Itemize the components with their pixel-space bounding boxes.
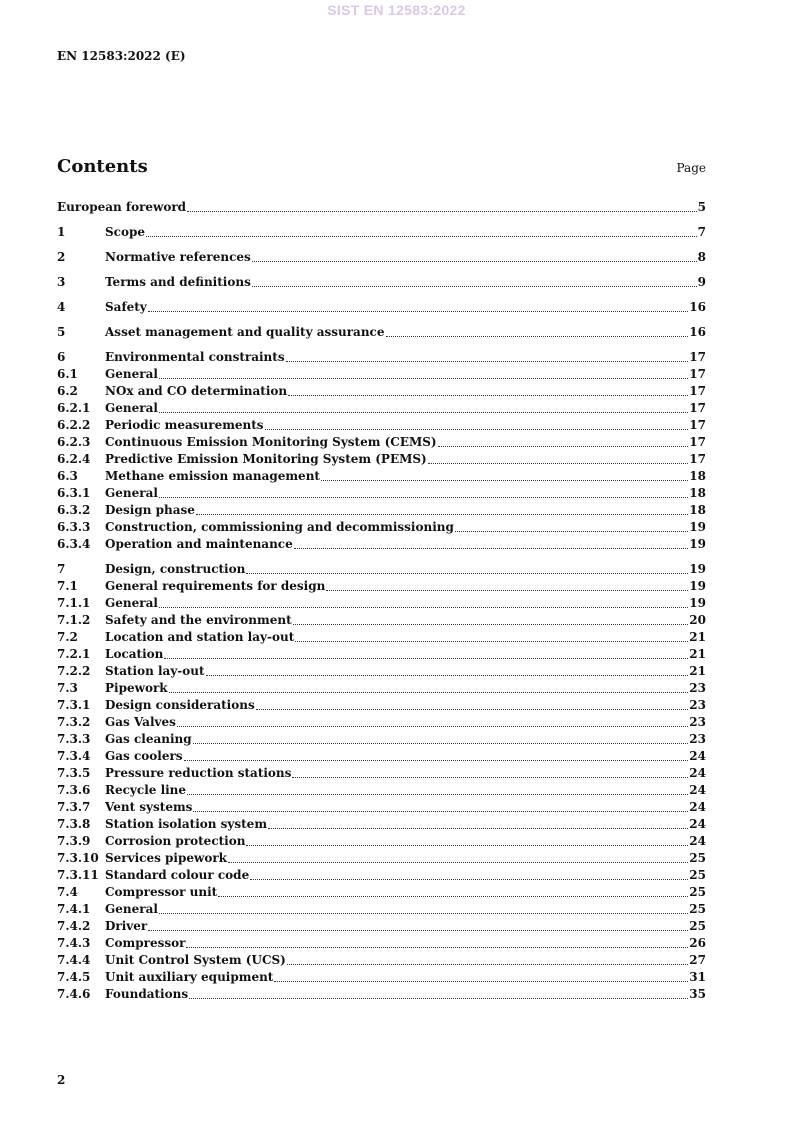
toc-section-title: Normative references: [105, 250, 251, 264]
toc-entry[interactable]: [57, 732, 706, 749]
toc-dot-leader: [196, 513, 688, 515]
toc-page-number: 17: [689, 452, 706, 466]
toc-page-number: 19: [689, 520, 706, 534]
toc-entry[interactable]: [57, 817, 706, 834]
toc-page-number: 24: [689, 783, 706, 797]
toc-section-title: NOx and CO determination: [105, 384, 288, 398]
toc-page-number: 24: [689, 834, 706, 848]
toc-page-number: 25: [689, 919, 706, 933]
toc-dot-leader: [187, 793, 688, 795]
toc-section-title: Corrosion protection: [105, 834, 246, 848]
toc-section-number: 7.3: [57, 681, 78, 695]
toc-dot-leader: [189, 997, 688, 999]
toc-entry[interactable]: [57, 749, 706, 766]
toc-section-title: General: [105, 902, 158, 916]
toc-section-number: 7.4.6: [57, 987, 91, 1001]
toc-dot-leader: [146, 235, 697, 237]
toc-dot-leader: [265, 428, 689, 430]
toc-dot-leader: [246, 572, 688, 574]
toc-section-number: 6: [57, 350, 66, 364]
toc-entry[interactable]: [57, 919, 706, 936]
toc-page-number: 8: [697, 250, 706, 264]
toc-section-number: 7.3.3: [57, 732, 91, 746]
toc-dot-leader: [218, 895, 688, 897]
toc-page-number: 23: [689, 698, 706, 712]
toc-entry[interactable]: [57, 885, 706, 902]
toc-dot-leader: [206, 674, 689, 676]
toc-section-number: 7.4.2: [57, 919, 91, 933]
toc-dot-leader: [159, 912, 688, 914]
toc-page-number: 25: [689, 885, 706, 899]
toc-section-number: 7.3.1: [57, 698, 91, 712]
toc-entry[interactable]: [57, 418, 706, 435]
toc-section-title: Terms and definitions: [105, 275, 251, 289]
toc-section-title: Predictive Emission Monitoring System (PEMS): [105, 452, 427, 466]
toc-entry[interactable]: [57, 452, 706, 469]
toc-section-title: General: [105, 596, 158, 610]
toc-dot-leader: [193, 810, 688, 812]
toc-page-number: 25: [689, 902, 706, 916]
toc-section-number: 6.3: [57, 469, 78, 483]
toc-entry[interactable]: [57, 613, 706, 630]
toc-entry[interactable]: [57, 225, 706, 242]
toc-page-number: 21: [689, 630, 706, 644]
toc-entry[interactable]: [57, 851, 706, 868]
toc-page-number: 20: [689, 613, 706, 627]
toc-page-number: 23: [689, 681, 706, 695]
toc-dot-leader: [256, 708, 689, 710]
toc-page-number: 9: [697, 275, 706, 289]
toc-section-title: Unit Control System (UCS): [105, 953, 286, 967]
toc-dot-leader: [159, 411, 688, 413]
toc-entry[interactable]: [57, 970, 706, 987]
toc-entry[interactable]: [57, 520, 706, 537]
toc-section-title: Environmental constraints: [105, 350, 285, 364]
toc-page-number: 16: [689, 300, 706, 314]
toc-page-number: 31: [689, 970, 706, 984]
toc-page-number: 5: [697, 200, 706, 214]
toc-section-title: Station lay-out: [105, 664, 205, 678]
toc-dot-leader: [438, 445, 689, 447]
toc-section-number: 7.3.7: [57, 800, 91, 814]
toc-entry[interactable]: [57, 987, 706, 1004]
toc-page-number: 18: [689, 503, 706, 517]
toc-entry[interactable]: [57, 300, 706, 317]
toc-page-number: 7: [697, 225, 706, 239]
toc-section-title: Foundations: [105, 987, 189, 1001]
toc-entry[interactable]: [57, 435, 706, 452]
toc-section-number: 7.3.5: [57, 766, 91, 780]
toc-entry[interactable]: [57, 469, 706, 486]
toc-entry[interactable]: [57, 401, 706, 418]
toc-entry[interactable]: [57, 868, 706, 885]
toc-section-title: Station isolation system: [105, 817, 268, 831]
toc-page-number: 18: [689, 469, 706, 483]
toc-section-title: Continuous Emission Monitoring System (CEMS): [105, 435, 437, 449]
toc-entry[interactable]: [57, 953, 706, 970]
toc-section-number: 7.3.11: [57, 868, 99, 882]
toc-dot-leader: [326, 589, 688, 591]
toc-page-number: 24: [689, 817, 706, 831]
toc-page-number: 16: [689, 325, 706, 339]
toc-entry[interactable]: [57, 936, 706, 953]
toc-entry[interactable]: [57, 367, 706, 384]
toc-section-title: Compressor: [105, 936, 186, 950]
toc-section-number: 7.1.2: [57, 613, 91, 627]
toc-section-number: 6.3.1: [57, 486, 91, 500]
contents-heading: Contents: [57, 156, 148, 177]
toc-section-title: Vent systems: [105, 800, 193, 814]
toc-dot-leader: [428, 462, 689, 464]
toc-section-title: European foreword: [57, 200, 187, 214]
toc-dot-leader: [286, 360, 689, 362]
toc-dot-leader: [292, 776, 688, 778]
toc-section-title: Unit auxiliary equipment: [105, 970, 274, 984]
toc-section-number: 7.3.2: [57, 715, 91, 729]
toc-entry[interactable]: [57, 902, 706, 919]
toc-page-number: 19: [689, 596, 706, 610]
toc-dot-leader: [184, 759, 689, 761]
toc-entry[interactable]: [57, 537, 706, 554]
toc-section-title: General requirements for design: [105, 579, 326, 593]
toc-section-title: General: [105, 401, 158, 415]
toc-entry[interactable]: [57, 596, 706, 613]
toc-dot-leader: [148, 929, 688, 931]
toc-section-title: General: [105, 367, 158, 381]
toc-section-number: 7: [57, 562, 66, 576]
toc-page-number: 24: [689, 766, 706, 780]
toc-page-number: 19: [689, 562, 706, 576]
toc-section-title: Standard colour code: [105, 868, 250, 882]
toc-entry[interactable]: [57, 630, 706, 647]
toc-page-number: 23: [689, 732, 706, 746]
toc-section-number: 6.2.3: [57, 435, 91, 449]
toc-section-title: Asset management and quality assurance: [105, 325, 385, 339]
toc-entry[interactable]: [57, 562, 706, 579]
toc-section-title: Design, construction: [105, 562, 246, 576]
toc-page-number: 19: [689, 537, 706, 551]
toc-page-number: 17: [689, 367, 706, 381]
toc-page-number: 18: [689, 486, 706, 500]
toc-section-title: Recycle line: [105, 783, 187, 797]
toc-entry[interactable]: [57, 698, 706, 715]
toc-page-number: 24: [689, 800, 706, 814]
toc-dot-leader: [250, 878, 688, 880]
toc-section-number: 7.2: [57, 630, 78, 644]
toc-section-title: Methane emission management: [105, 469, 320, 483]
toc-section-number: 6.2.2: [57, 418, 91, 432]
toc-section-title: Periodic measurements: [105, 418, 264, 432]
page-column-label: Page: [676, 161, 706, 175]
toc-section-title: Scope: [105, 225, 146, 239]
toc-dot-leader: [159, 377, 688, 379]
toc-dot-leader: [228, 861, 688, 863]
toc-section-title: Safety and the environment: [105, 613, 292, 627]
toc-dot-leader: [293, 623, 689, 625]
toc-entry[interactable]: [57, 715, 706, 732]
toc-dot-leader: [295, 640, 688, 642]
toc-section-title: Design phase: [105, 503, 195, 517]
toc-section-number: 6.3.2: [57, 503, 91, 517]
toc-page-number: 19: [689, 579, 706, 593]
toc-entry[interactable]: [57, 783, 706, 800]
toc-dot-leader: [193, 742, 689, 744]
toc-page-number: 21: [689, 647, 706, 661]
toc-section-number: 7.4: [57, 885, 78, 899]
toc-section-number: 6.2: [57, 384, 78, 398]
toc-dot-leader: [455, 530, 688, 532]
toc-page-number: 26: [689, 936, 706, 950]
toc-section-number: 7.4.5: [57, 970, 91, 984]
toc-page-number: 35: [689, 987, 706, 1001]
toc-section-number: 7.2.1: [57, 647, 91, 661]
toc-section-title: Services pipework: [105, 851, 227, 865]
toc-page-number: 21: [689, 664, 706, 678]
toc-dot-leader: [287, 963, 688, 965]
toc-section-title: Design considerations: [105, 698, 255, 712]
toc-dot-leader: [252, 285, 697, 287]
toc-dot-leader: [274, 980, 688, 982]
toc-section-title: Operation and maintenance: [105, 537, 293, 551]
toc-dot-leader: [177, 725, 688, 727]
toc-section-number: 7.3.10: [57, 851, 99, 865]
toc-dot-leader: [187, 210, 697, 212]
toc-section-number: 1: [57, 225, 66, 239]
toc-entry[interactable]: [57, 766, 706, 783]
toc-section-number: 3: [57, 275, 66, 289]
toc-entry[interactable]: [57, 647, 706, 664]
toc-dot-leader: [288, 394, 688, 396]
toc-entry[interactable]: [57, 834, 706, 851]
toc-section-number: 5: [57, 325, 66, 339]
toc-section-number: 7.1.1: [57, 596, 91, 610]
toc-section-title: Gas coolers: [105, 749, 183, 763]
toc-section-number: 6.3.4: [57, 537, 91, 551]
toc-dot-leader: [159, 496, 688, 498]
toc-page-number: 17: [689, 350, 706, 364]
toc-page-number: 24: [689, 749, 706, 763]
toc-entry[interactable]: [57, 325, 706, 342]
toc-section-number: 7.4.3: [57, 936, 91, 950]
toc-section-title: Compressor unit: [105, 885, 218, 899]
document-id: EN 12583:2022 (E): [57, 49, 186, 63]
toc-page-number: 17: [689, 401, 706, 415]
toc-dot-leader: [386, 335, 689, 337]
toc-dot-leader: [321, 479, 688, 481]
toc-section-number: 7.4.1: [57, 902, 91, 916]
toc-section-number: 7.4.4: [57, 953, 91, 967]
toc-entry[interactable]: [57, 350, 706, 367]
toc-section-title: Pipework: [105, 681, 168, 695]
toc-dot-leader: [164, 657, 688, 659]
toc-section-number: 6.1: [57, 367, 78, 381]
toc-section-title: Location and station lay-out: [105, 630, 295, 644]
toc-section-number: 6.2.4: [57, 452, 91, 466]
table-of-contents: [57, 200, 706, 1004]
toc-section-title: Location: [105, 647, 164, 661]
toc-section-number: 7.1: [57, 579, 78, 593]
toc-section-title: Safety: [105, 300, 147, 314]
toc-page-number: 23: [689, 715, 706, 729]
toc-section-number: 7.2.2: [57, 664, 91, 678]
toc-dot-leader: [252, 260, 697, 262]
toc-dot-leader: [246, 844, 688, 846]
toc-section-title: Pressure reduction stations: [105, 766, 292, 780]
toc-section-number: 4: [57, 300, 66, 314]
toc-entry[interactable]: [57, 275, 706, 292]
toc-section-title: Gas cleaning: [105, 732, 192, 746]
toc-entry[interactable]: [57, 800, 706, 817]
toc-page-number: 17: [689, 418, 706, 432]
toc-section-number: 7.3.8: [57, 817, 91, 831]
toc-section-number: 7.3.6: [57, 783, 91, 797]
toc-section-number: 6.3.3: [57, 520, 91, 534]
watermark: SIST EN 12583:2022: [327, 2, 466, 18]
toc-entry[interactable]: [57, 384, 706, 401]
toc-section-title: Driver: [105, 919, 148, 933]
toc-dot-leader: [186, 946, 688, 948]
toc-entry[interactable]: [57, 681, 706, 698]
toc-dot-leader: [159, 606, 688, 608]
toc-page-number: 17: [689, 435, 706, 449]
toc-entry[interactable]: [57, 486, 706, 503]
toc-section-number: 6.2.1: [57, 401, 91, 415]
toc-entry[interactable]: [57, 200, 706, 217]
toc-page-number: 27: [689, 953, 706, 967]
toc-section-number: 7.3.9: [57, 834, 91, 848]
toc-dot-leader: [268, 827, 688, 829]
toc-dot-leader: [169, 691, 689, 693]
toc-section-title: Construction, commissioning and decommissioning: [105, 520, 454, 534]
toc-dot-leader: [148, 310, 689, 312]
toc-section-number: 7.3.4: [57, 749, 91, 763]
toc-entry[interactable]: [57, 579, 706, 596]
page-number: 2: [57, 1073, 66, 1087]
toc-section-number: 2: [57, 250, 66, 264]
toc-page-number: 25: [689, 868, 706, 882]
toc-entry[interactable]: [57, 664, 706, 681]
toc-entry[interactable]: [57, 250, 706, 267]
toc-section-title: General: [105, 486, 158, 500]
toc-page-number: 17: [689, 384, 706, 398]
toc-dot-leader: [294, 547, 689, 549]
toc-entry[interactable]: [57, 503, 706, 520]
toc-page-number: 25: [689, 851, 706, 865]
toc-section-title: Gas Valves: [105, 715, 176, 729]
